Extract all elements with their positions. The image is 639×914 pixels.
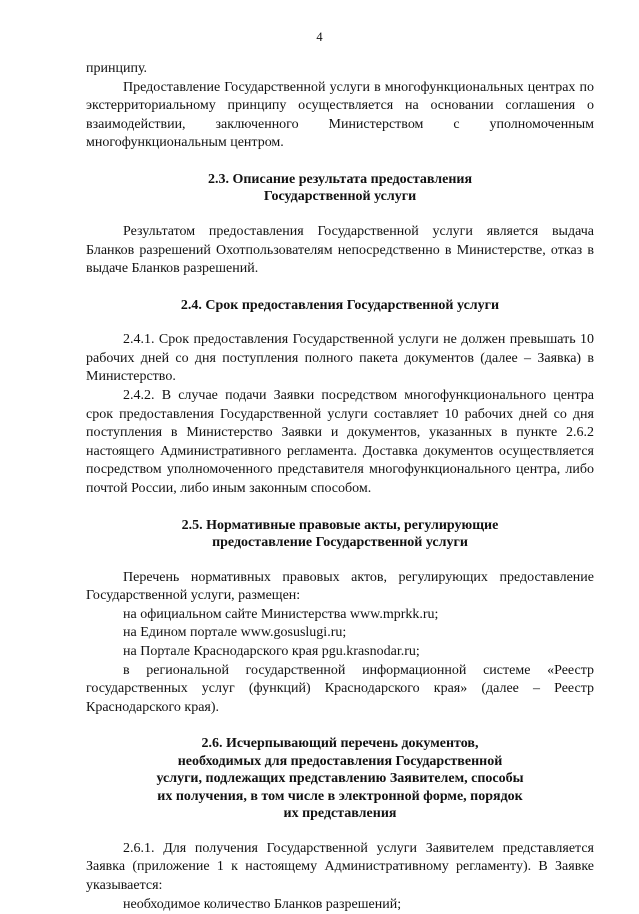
list-item: на Портале Краснодарского края pgu.krasnodar.ru; bbox=[123, 643, 420, 659]
mfc-paragraph: Предоставление Государственной услуги в многофункциональных центрах по экстерриториальному принципу осуществляется на основании соглашения о взаимодействии, заключенного Министерством с уполномоченным многофункциональным центром. bbox=[86, 79, 594, 151]
heading-line: 2.4. Срок предоставления Государственной услуги bbox=[180, 297, 500, 313]
document-body bbox=[86, 60, 594, 914]
heading-line: Государственной услуги bbox=[263, 189, 417, 205]
heading-line: 2.3. Описание результата предоставления bbox=[207, 171, 473, 187]
list-item: на Едином портале www.gosuslugi.ru; bbox=[123, 625, 347, 641]
paragraph-2-6-1: 2.6.1. Для получения Государственной услуги Заявителем представляется Заявка (приложение 1 к настоящему Административному регламенту). В Заявке указывается: bbox=[86, 840, 594, 894]
section-2-4-heading bbox=[86, 297, 594, 315]
list-item: необходимое количество Бланков разрешений; bbox=[123, 896, 402, 912]
registry-paragraph: в региональной государственной информационной системе «Реестр государственных услуг (функций) Краснодарского края» (далее – Реестр Краснодарского края). bbox=[86, 662, 594, 715]
heading-line: услуги, подлежащих представлению Заявителем, способы bbox=[156, 771, 524, 787]
page-number: 4 bbox=[316, 30, 323, 44]
list-item: на официальном сайте Министерства www.mprkk.ru; bbox=[123, 606, 439, 622]
heading-line: их получения, в том числе в электронной форме, порядок bbox=[157, 788, 523, 804]
section-2-6-heading bbox=[86, 735, 594, 823]
paragraph-2-4-1: 2.4.1. Срок предоставления Государственной услуги не должен превышать 10 рабочих дней со дня поступления полного пакета документов (далее – Заявка) в Министерство. bbox=[86, 332, 594, 385]
heading-line: их представления bbox=[283, 806, 397, 822]
paragraph-2-4-2: 2.4.2. В случае подачи Заявки посредством многофункционального центра срок предоставления Государственной услуги составляет 10 рабочих дней со дня поступления в Министерство Заявки и документов, указанных в пункте 2.6.2 настоящего Административного регламента. Доставка документов осуществляется посредством уполномоченного представителя многофункционального центра, либо почтой России, либо иным законным способом. bbox=[86, 388, 594, 496]
heading-line: 2.5. Нормативные правовые акты, регулирующие bbox=[181, 517, 499, 533]
section-2-5-lead: Перечень нормативных правовых актов, регулирующих предоставление Государственной услуги, размещен: bbox=[86, 569, 594, 604]
heading-line: 2.6. Исчерпывающий перечень документов, bbox=[201, 736, 479, 752]
section-2-3-heading bbox=[86, 171, 594, 206]
section-2-3-text: Результатом предоставления Государственной услуги является выдача Бланков разрешений Охотпользователям непосредственно в Министерстве, отказ в выдаче Бланков разрешений. bbox=[86, 223, 594, 277]
heading-line: необходимых для предоставления Государственной bbox=[177, 753, 503, 769]
continuation-line: принципу. bbox=[86, 61, 148, 76]
heading-line: предоставление Государственной услуги bbox=[212, 535, 468, 551]
section-2-5-heading bbox=[86, 517, 594, 552]
